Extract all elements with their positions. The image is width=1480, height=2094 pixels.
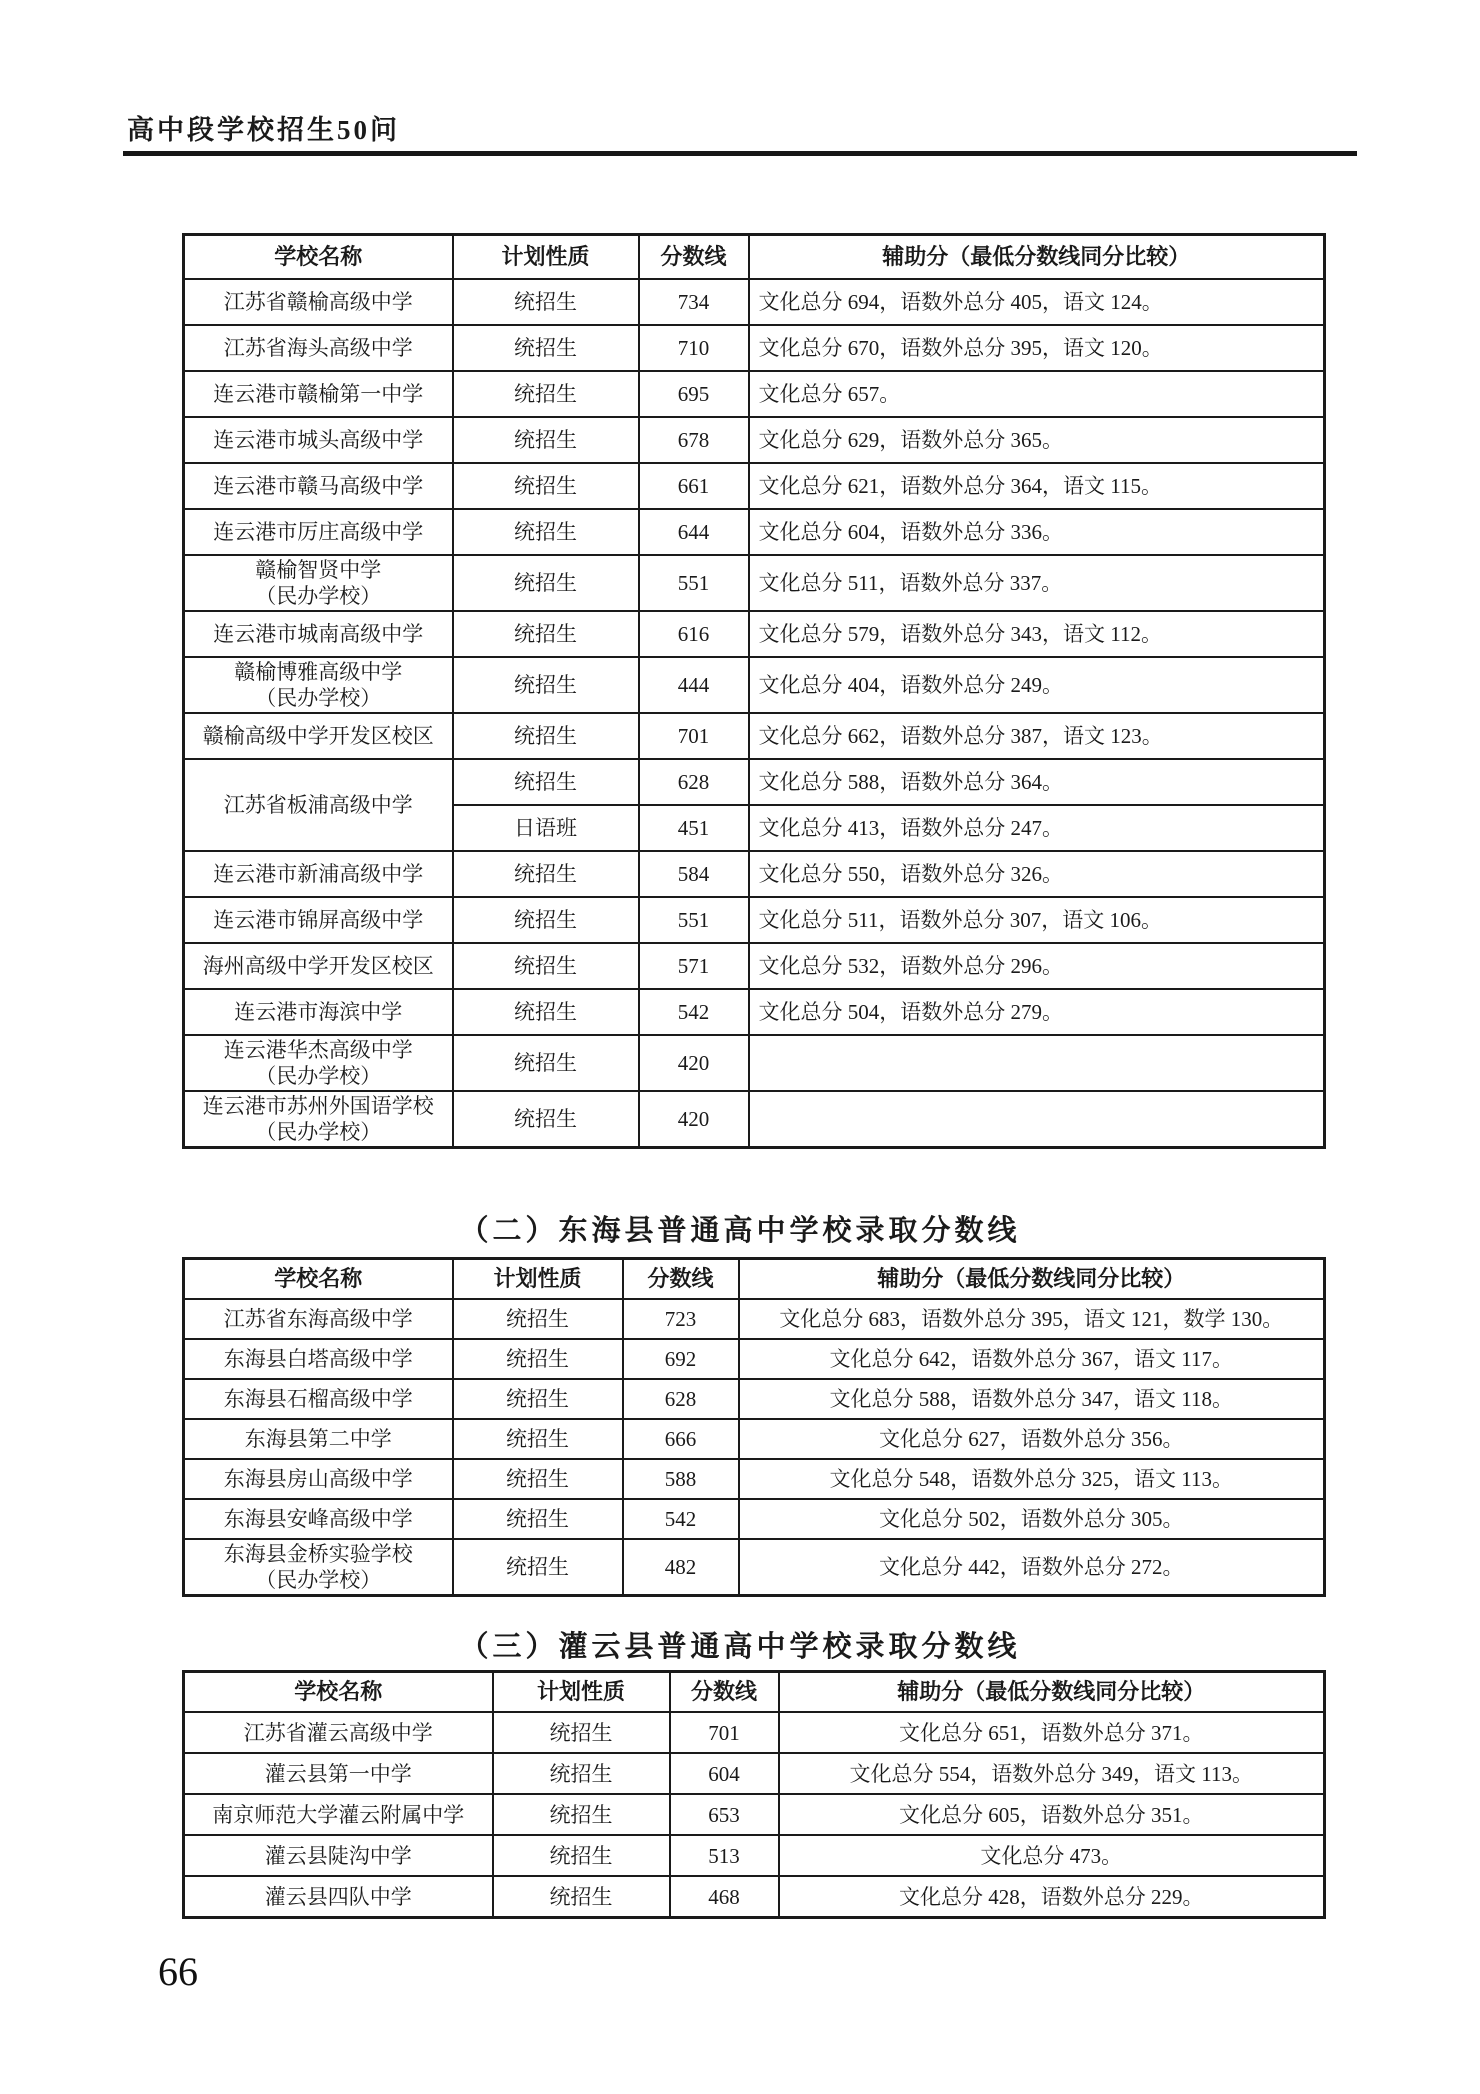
table-row [184,1419,1325,1459]
cell-auxiliary-score: 文化总分 550，语数外总分 326。 [749,851,1325,897]
cell-auxiliary-score: 文化总分 473。 [779,1835,1325,1876]
table-row [184,611,1325,657]
column-header-score-line: 分数线 [639,235,749,280]
table-row [184,1459,1325,1499]
cell-school-name: 灌云县第一中学 [184,1753,493,1794]
cell-school-name: 江苏省海头高级中学 [184,325,453,371]
cell-school-name: 灌云县陡沟中学 [184,1835,493,1876]
table-row [184,1339,1325,1379]
cell-school-name: 海州高级中学开发区校区 [184,943,453,989]
cell-plan-type: 统招生 [453,555,639,611]
cell-plan-type: 统招生 [453,1459,623,1499]
admission-score-table [182,1257,1326,1597]
cell-score-line: 628 [623,1379,739,1419]
cell-auxiliary-score: 文化总分 642，语数外总分 367，语文 117。 [739,1339,1325,1379]
cell-auxiliary-score: 文化总分 694，语数外总分 405，语文 124。 [749,279,1325,325]
cell-plan-type: 统招生 [453,713,639,759]
cell-score-line: 513 [670,1835,779,1876]
cell-score-line: 420 [639,1035,749,1091]
cell-auxiliary-score: 文化总分 588，语数外总分 364。 [749,759,1325,805]
column-header-plan-type: 计划性质 [453,1259,623,1300]
cell-auxiliary-score: 文化总分 548，语数外总分 325，语文 113。 [739,1459,1325,1499]
cell-score-line: 604 [670,1753,779,1794]
cell-plan-type: 统招生 [453,279,639,325]
table-row [184,1835,1325,1876]
cell-school-name: 赣榆博雅高级中学 （民办学校） [184,657,453,713]
cell-score-line: 444 [639,657,749,713]
cell-school-name: 连云港市锦屏高级中学 [184,897,453,943]
cell-auxiliary-score: 文化总分 629，语数外总分 365。 [749,417,1325,463]
table-row [184,657,1325,713]
cell-school-name: 江苏省东海高级中学 [184,1299,453,1339]
table-row [184,1876,1325,1918]
table-row [184,1379,1325,1419]
cell-plan-type: 统招生 [493,1876,670,1918]
cell-score-line: 644 [639,509,749,555]
cell-plan-type: 统招生 [493,1753,670,1794]
table-row [184,851,1325,897]
cell-score-line: 551 [639,555,749,611]
cell-auxiliary-score: 文化总分 579，语数外总分 343，语文 112。 [749,611,1325,657]
table-row [184,897,1325,943]
cell-score-line: 678 [639,417,749,463]
cell-score-line: 653 [670,1794,779,1835]
table-row [184,463,1325,509]
cell-plan-type: 统招生 [453,1499,623,1539]
cell-auxiliary-score: 文化总分 683，语数外总分 395，语文 121，数学 130。 [739,1299,1325,1339]
cell-score-line: 661 [639,463,749,509]
table-row [184,371,1325,417]
cell-score-line: 701 [639,713,749,759]
table-row [184,1091,1325,1148]
cell-school-name: 连云港市城南高级中学 [184,611,453,657]
cell-score-line: 584 [639,851,749,897]
cell-score-line: 482 [623,1539,739,1596]
cell-score-line: 734 [639,279,749,325]
table-row [184,555,1325,611]
cell-plan-type: 统招生 [453,417,639,463]
cell-plan-type: 统招生 [453,325,639,371]
table-row [184,325,1325,371]
cell-score-line: 701 [670,1712,779,1753]
cell-plan-type: 统招生 [453,509,639,555]
cell-plan-type: 日语班 [453,805,639,851]
cell-school-name: 连云港市海滨中学 [184,989,453,1035]
score-table-donghai-county [182,1257,1326,1597]
table-row [184,417,1325,463]
cell-plan-type: 统招生 [453,943,639,989]
cell-plan-type: 统招生 [453,897,639,943]
admission-score-table [182,233,1326,1149]
cell-plan-type: 统招生 [453,1299,623,1339]
table-header-row [184,1259,1325,1300]
cell-score-line: 616 [639,611,749,657]
table-row [184,1499,1325,1539]
cell-school-name: 东海县第二中学 [184,1419,453,1459]
cell-school-name: 连云港市城头高级中学 [184,417,453,463]
cell-auxiliary-score: 文化总分 657。 [749,371,1325,417]
cell-school-name: 南京师范大学灌云附属中学 [184,1794,493,1835]
cell-auxiliary-score: 文化总分 662，语数外总分 387，语文 123。 [749,713,1325,759]
cell-school-name: 东海县金桥实验学校 （民办学校） [184,1539,453,1596]
cell-score-line: 542 [623,1499,739,1539]
cell-auxiliary-score: 文化总分 511，语数外总分 337。 [749,555,1325,611]
cell-plan-type: 统招生 [453,851,639,897]
cell-school-name: 赣榆高级中学开发区校区 [184,713,453,759]
column-header-school: 学校名称 [184,1672,493,1713]
column-header-score-line: 分数线 [670,1672,779,1713]
table-row [184,1712,1325,1753]
cell-auxiliary-score: 文化总分 621，语数外总分 364，语文 115。 [749,463,1325,509]
cell-school-name: 东海县石榴高级中学 [184,1379,453,1419]
cell-plan-type: 统招生 [493,1712,670,1753]
cell-auxiliary-score: 文化总分 511，语数外总分 307，语文 106。 [749,897,1325,943]
table-row [184,759,1325,805]
section-title-donghai: （二）东海县普通高中学校录取分数线 [459,1215,1021,1247]
cell-school-name: 连云港市苏州外国语学校 （民办学校） [184,1091,453,1148]
cell-auxiliary-score [749,1035,1325,1091]
section-title-guanyun: （三）灌云县普通高中学校录取分数线 [459,1631,1021,1663]
table-row [184,509,1325,555]
cell-school-name: 江苏省板浦高级中学 [184,759,453,851]
cell-plan-type: 统招生 [453,1419,623,1459]
cell-score-line: 695 [639,371,749,417]
cell-plan-type: 统招生 [453,1091,639,1148]
cell-auxiliary-score: 文化总分 504，语数外总分 279。 [749,989,1325,1035]
cell-score-line: 571 [639,943,749,989]
table-row [184,1794,1325,1835]
cell-plan-type: 统招生 [453,1339,623,1379]
cell-score-line: 542 [639,989,749,1035]
cell-plan-type: 统招生 [453,1379,623,1419]
cell-school-name: 赣榆智贤中学 （民办学校） [184,555,453,611]
cell-plan-type: 统招生 [453,371,639,417]
table-row [184,1299,1325,1339]
admission-score-table [182,1670,1326,1919]
cell-auxiliary-score: 文化总分 605，语数外总分 351。 [779,1794,1325,1835]
cell-plan-type: 统招生 [453,989,639,1035]
score-table-ganyu-district [182,233,1326,1149]
cell-score-line: 451 [639,805,749,851]
cell-auxiliary-score: 文化总分 532，语数外总分 296。 [749,943,1325,989]
column-header-score-line: 分数线 [623,1259,739,1300]
cell-auxiliary-score [749,1091,1325,1148]
cell-school-name: 东海县房山高级中学 [184,1459,453,1499]
column-header-auxiliary-score: 辅助分（最低分数线同分比较） [739,1259,1325,1300]
cell-school-name: 连云港市赣榆第一中学 [184,371,453,417]
table-header-row [184,1672,1325,1713]
cell-plan-type: 统招生 [453,611,639,657]
cell-auxiliary-score: 文化总分 442，语数外总分 272。 [739,1539,1325,1596]
cell-score-line: 723 [623,1299,739,1339]
cell-school-name: 东海县白塔高级中学 [184,1339,453,1379]
column-header-auxiliary-score: 辅助分（最低分数线同分比较） [779,1672,1325,1713]
cell-score-line: 628 [639,759,749,805]
table-row [184,943,1325,989]
column-header-plan-type: 计划性质 [493,1672,670,1713]
cell-auxiliary-score: 文化总分 404，语数外总分 249。 [749,657,1325,713]
column-header-plan-type: 计划性质 [453,235,639,280]
page-number: 66 [158,1949,198,1994]
cell-school-name: 连云港市赣马高级中学 [184,463,453,509]
cell-plan-type: 统招生 [453,463,639,509]
table-row [184,1035,1325,1091]
cell-auxiliary-score: 文化总分 627，语数外总分 356。 [739,1419,1325,1459]
cell-auxiliary-score: 文化总分 670，语数外总分 395，语文 120。 [749,325,1325,371]
cell-score-line: 588 [623,1459,739,1499]
cell-score-line: 551 [639,897,749,943]
column-header-auxiliary-score: 辅助分（最低分数线同分比较） [749,235,1325,280]
cell-auxiliary-score: 文化总分 604，语数外总分 336。 [749,509,1325,555]
table-row [184,989,1325,1035]
table-row [184,279,1325,325]
cell-score-line: 666 [623,1419,739,1459]
cell-school-name: 连云港市厉庄高级中学 [184,509,453,555]
cell-school-name: 江苏省赣榆高级中学 [184,279,453,325]
cell-score-line: 692 [623,1339,739,1379]
cell-auxiliary-score: 文化总分 588，语数外总分 347，语文 118。 [739,1379,1325,1419]
cell-plan-type: 统招生 [453,1035,639,1091]
cell-score-line: 468 [670,1876,779,1918]
score-table-guanyun-county [182,1670,1326,1919]
cell-school-name: 东海县安峰高级中学 [184,1499,453,1539]
cell-school-name: 灌云县四队中学 [184,1876,493,1918]
cell-auxiliary-score: 文化总分 651，语数外总分 371。 [779,1712,1325,1753]
cell-school-name: 连云港华杰高级中学 （民办学校） [184,1035,453,1091]
cell-auxiliary-score: 文化总分 428，语数外总分 229。 [779,1876,1325,1918]
cell-plan-type: 统招生 [453,1539,623,1596]
header-rule [123,151,1357,156]
cell-plan-type: 统招生 [453,759,639,805]
column-header-school: 学校名称 [184,235,453,280]
table-row [184,1753,1325,1794]
table-row [184,1539,1325,1596]
cell-school-name: 江苏省灌云高级中学 [184,1712,493,1753]
table-header-row [184,235,1325,280]
cell-auxiliary-score: 文化总分 413，语数外总分 247。 [749,805,1325,851]
cell-auxiliary-score: 文化总分 554，语数外总分 349，语文 113。 [779,1753,1325,1794]
cell-plan-type: 统招生 [493,1835,670,1876]
cell-plan-type: 统招生 [493,1794,670,1835]
table-row [184,713,1325,759]
cell-score-line: 710 [639,325,749,371]
cell-score-line: 420 [639,1091,749,1148]
cell-school-name: 连云港市新浦高级中学 [184,851,453,897]
cell-auxiliary-score: 文化总分 502，语数外总分 305。 [739,1499,1325,1539]
column-header-school: 学校名称 [184,1259,453,1300]
cell-plan-type: 统招生 [453,657,639,713]
book-header-title: 高中段学校招生50问 [127,115,400,145]
